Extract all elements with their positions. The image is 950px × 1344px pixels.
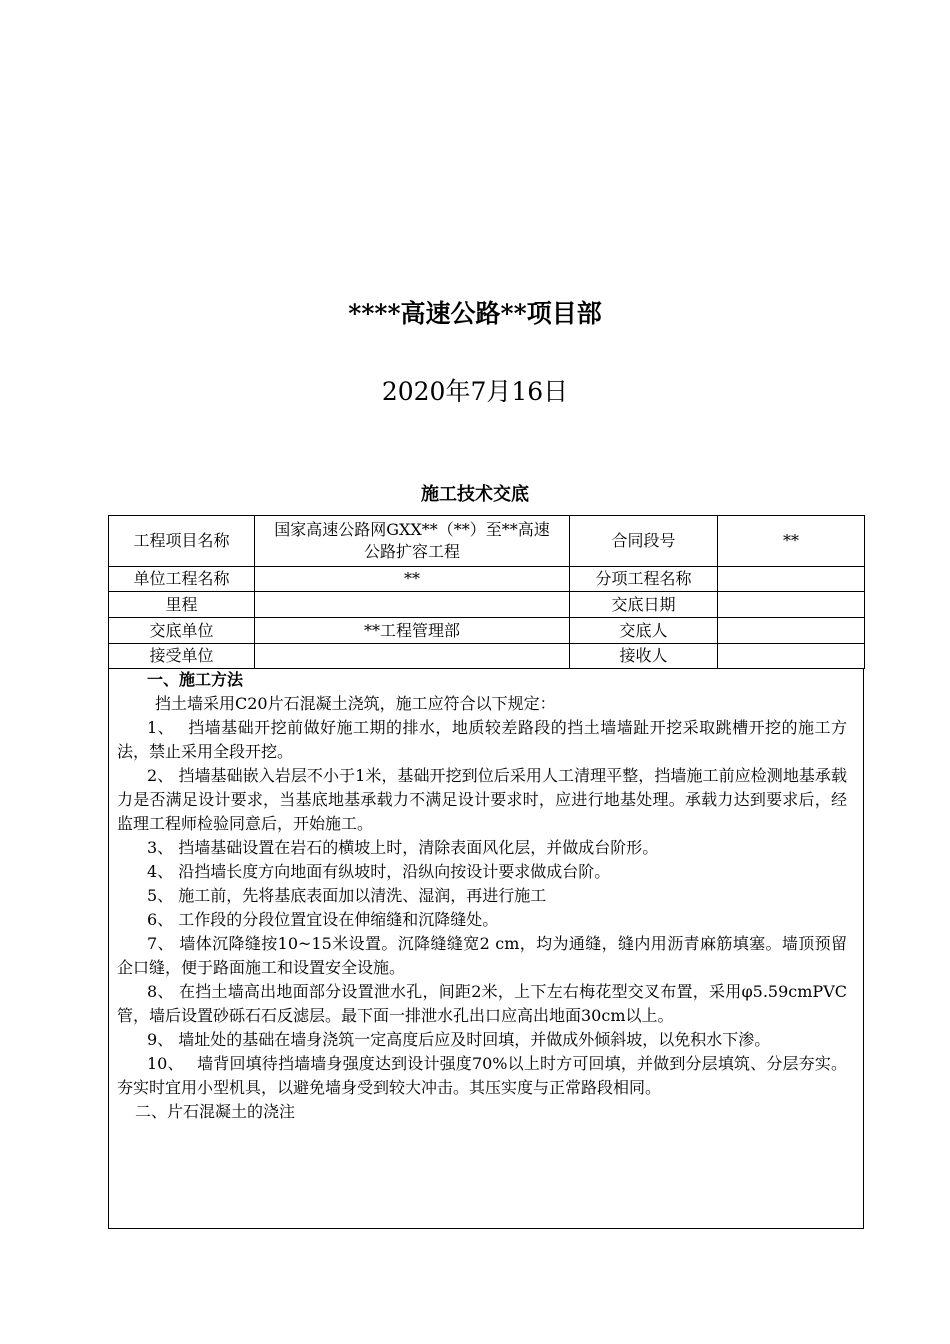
intro-paragraph: 挡土墙采用C20片石混凝土浇筑，施工应符合以下规定： [155,694,556,713]
content-box [108,668,864,1229]
table-row [109,592,865,618]
table-row [109,618,865,644]
handover-date-label: 交底日期 [570,592,718,618]
sub-project-label: 分项工程名称 [570,567,718,592]
list-item: 8、 在挡土墙高出地面部分设置泄水孔，间距2米，上下左右梅花型交叉布置，采用φ5.59cmPVC管，墙后设置砂砾石石反滤层。最下面一排泄水孔出口应高出地面30cm以上。 [117,982,847,1025]
list-item: 2、 挡墙基础嵌入岩层不小于1米，基础开挖到位后采用人工清理平整，挡墙施工前应检测地基承载力是否满足设计要求，当基底地基承载力不满足设计要求时，应进行地基处理。承载力达到要求后，经监理工程师检验同意后，开始施工。 [117,766,847,833]
handover-person-label: 交底人 [570,618,718,644]
receiver-label: 接收人 [570,644,718,669]
receiver-value [718,644,865,669]
list-item: 6、 工作段的分段位置宜设在伸缩缝和沉降缝处。 [147,910,499,929]
document-title: 施工技术交底 [421,484,529,505]
list-item: 4、 沿挡墙长度方向地面有纵坡时，沿纵向按设计要求做成台阶。 [147,862,611,881]
project-name-value: 国家高速公路网GXX**（**）至**高速公路扩容工程 [255,516,570,567]
list-item: 3、 挡墙基础设置在岩石的横坡上时，清除表面风化层，并做成台阶形。 [147,838,659,857]
list-item: 1、 挡墙基础开挖前做好施工期的排水，地质较差路段的挡土墙墙趾开挖采取跳槽开挖的施工方法，禁止采用全段开挖。 [117,718,847,761]
unit-project-value: ** [255,567,570,592]
section-heading-construction-method: 一、施工方法 [147,670,244,689]
list-item: 9、 墙址处的基础在墙身浇筑一定高度后应及时回填，并做成外倾斜坡，以免积水下渗。 [147,1030,771,1049]
table-row [109,567,865,592]
table-row [109,516,865,567]
list-item: 7、 墙体沉降缝按10~15米设置。沉降缝缝宽2 cm，均为通缝，缝内用沥青麻筋填塞。墙顶预留企口缝，便于路面施工和设置安全设施。 [117,934,847,977]
handover-date-value [718,592,865,618]
handover-person-value [718,618,865,644]
project-name-label: 工程项目名称 [109,516,255,567]
unit-project-label: 单位工程名称 [109,567,255,592]
document-date: 2020年7月16日 [381,377,569,406]
contract-label: 合同段号 [570,516,718,567]
handover-unit-label: 交底单位 [109,618,255,644]
list-item: 10、 墙背回填待挡墙墙身强度达到设计强度70%以上时方可回填，并做到分层填筑、分层夯实。夯实时宜用小型机具，以避免墙身受到较大冲击。其压实度与正常路段相同。 [117,1054,847,1097]
receiving-unit-value [255,644,570,669]
handover-unit-value: **工程管理部 [255,618,570,644]
mileage-value [255,592,570,618]
mileage-label: 里程 [109,592,255,618]
receiving-unit-label: 接受单位 [109,644,255,669]
section-heading-rubble-concrete: 二、片石混凝土的浇注 [135,1102,296,1121]
sub-project-value [718,567,865,592]
info-table [108,515,865,669]
list-item: 5、 施工前，先将基底表面加以清洗、湿润，再进行施工 [147,886,547,905]
table-row [109,644,865,669]
organization-title: ****高速公路**项目部 [348,299,602,328]
contract-value: ** [718,516,865,567]
